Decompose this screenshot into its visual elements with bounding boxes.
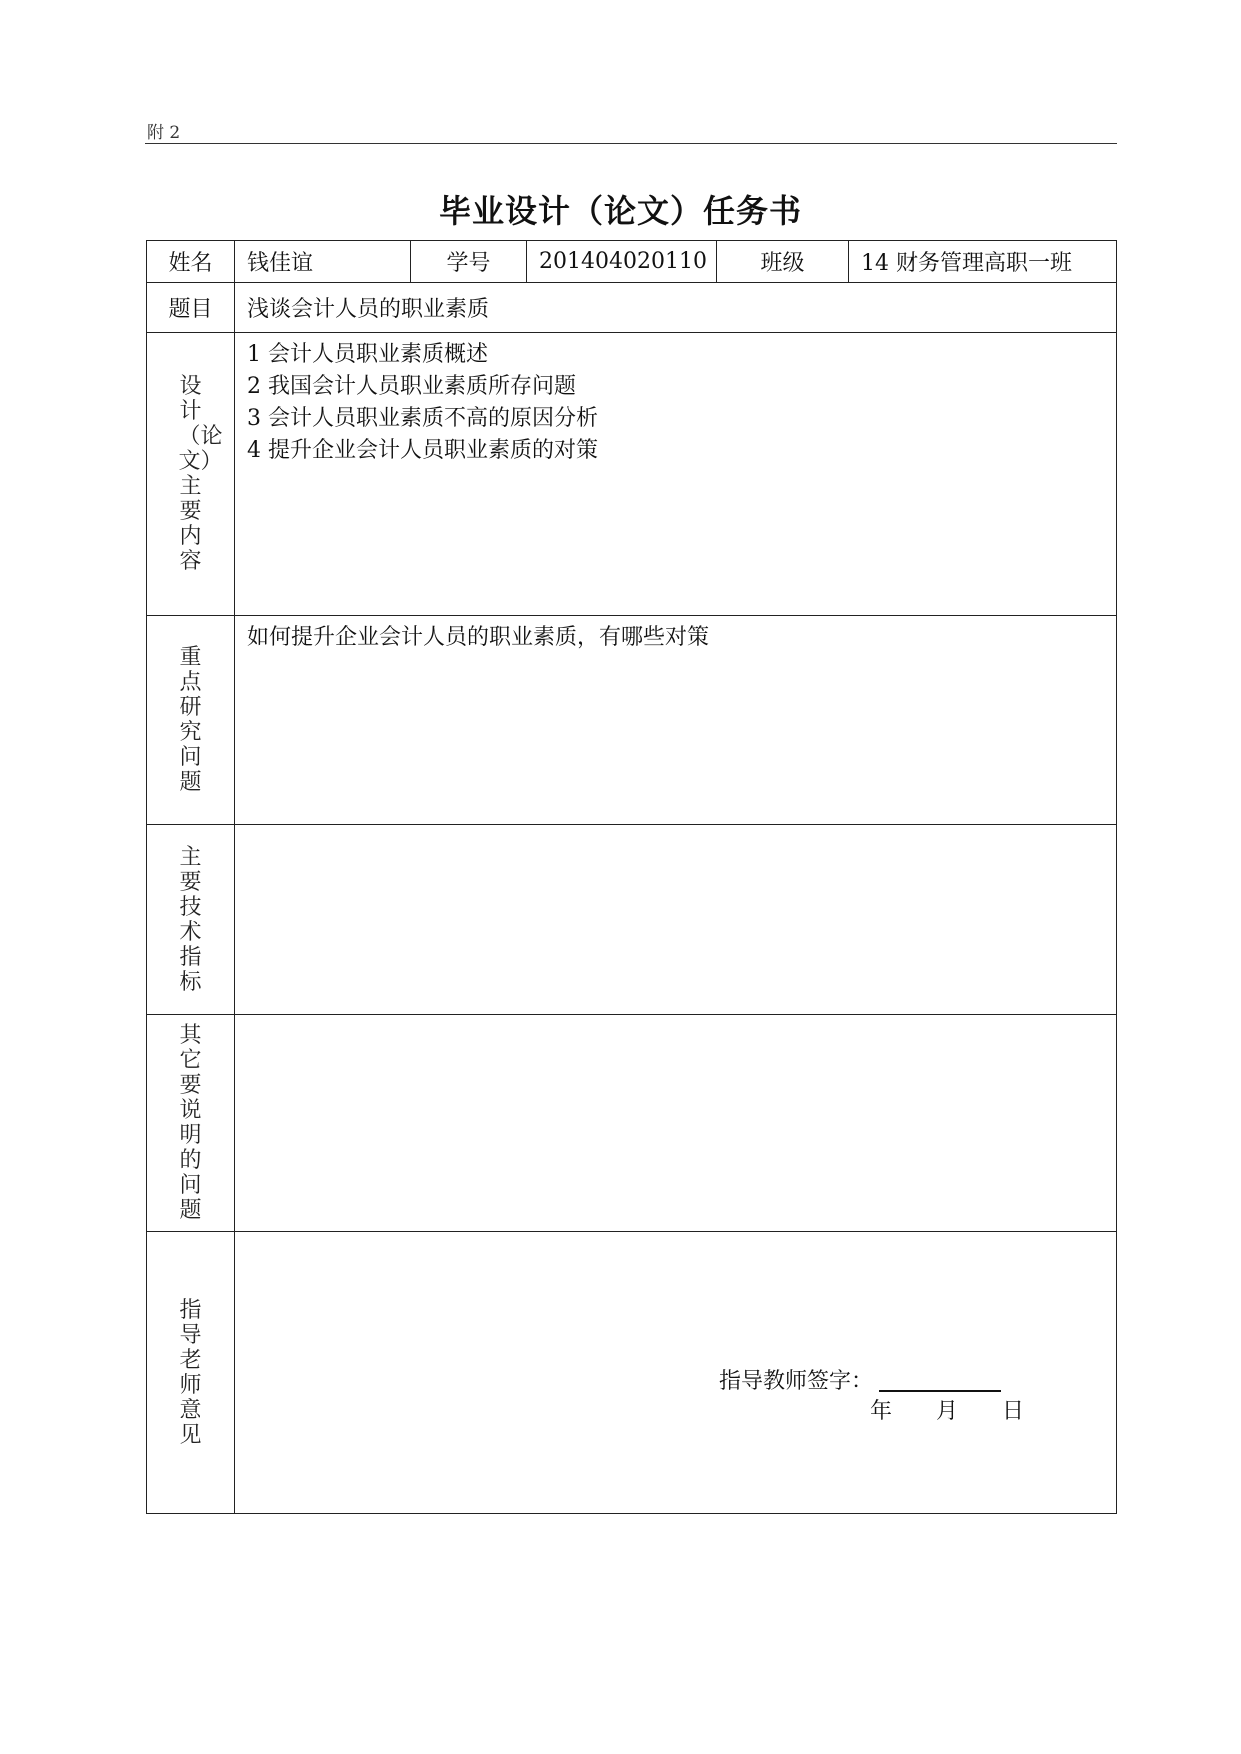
header-divider xyxy=(145,143,1117,144)
main-content-item: 1 会计人员职业素质概述 xyxy=(247,342,488,367)
main-content-item: 3 会计人员职业素质不高的原因分析 xyxy=(247,406,598,431)
class-value: 14 财务管理高职一班 xyxy=(849,241,1117,283)
key-issues-row xyxy=(147,616,1117,825)
topic-row xyxy=(147,283,1117,333)
advisor-opinion-label-cell xyxy=(147,1232,235,1514)
info-row xyxy=(147,241,1117,283)
other-notes-label: 其它要说明的问题 xyxy=(179,1023,202,1223)
key-issues-label-cell xyxy=(147,616,235,825)
main-content-item: 4 提升企业会计人员职业素质的对策 xyxy=(247,438,598,463)
topic-label: 题目 xyxy=(147,283,235,333)
main-content-label-cell xyxy=(147,333,235,616)
student-id-value: 201404020110 xyxy=(527,241,717,283)
main-content-list xyxy=(235,333,1117,616)
name-label: 姓名 xyxy=(147,241,235,283)
advisor-signature-label: 指导教师签字： xyxy=(719,1369,874,1394)
tech-indicators-row xyxy=(147,825,1117,1015)
key-issues-label: 重点研究问题 xyxy=(179,645,202,795)
other-notes-row xyxy=(147,1015,1117,1232)
attachment-label: 附 2 xyxy=(147,123,181,143)
class-label: 班级 xyxy=(717,241,849,283)
main-content-label: 设计（论文）主要内容 xyxy=(178,374,223,574)
topic-value: 浅谈会计人员的职业素质 xyxy=(235,283,1117,333)
advisor-signature-block xyxy=(235,1232,1116,1512)
signature-date-line xyxy=(870,1394,1024,1425)
advisor-opinion-row xyxy=(147,1232,1117,1514)
advisor-opinion-area xyxy=(235,1232,1117,1514)
day-label: 日 xyxy=(1002,1399,1025,1424)
advisor-opinion-label: 指导老师意见 xyxy=(179,1297,202,1448)
main-content-item: 2 我国会计人员职业素质所存问题 xyxy=(247,374,576,399)
tech-indicators-label: 主要技术指标 xyxy=(179,844,202,995)
tech-indicators-label-cell xyxy=(147,825,235,1015)
name-value: 钱佳谊 xyxy=(235,241,411,283)
student-id-label: 学号 xyxy=(411,241,527,283)
document-title: 毕业设计（论文）任务书 xyxy=(438,192,802,230)
month-label: 月 xyxy=(936,1399,959,1424)
year-label: 年 xyxy=(870,1399,893,1424)
advisor-signature-line xyxy=(719,1364,1001,1395)
other-notes-value xyxy=(235,1015,1117,1232)
other-notes-label-cell xyxy=(147,1015,235,1232)
advisor-signature-field xyxy=(879,1389,1001,1392)
main-content-row xyxy=(147,333,1117,616)
tech-indicators-value xyxy=(235,825,1117,1015)
task-form-table xyxy=(146,240,1117,1514)
key-issues-value: 如何提升企业会计人员的职业素质，有哪些对策 xyxy=(235,616,1117,825)
